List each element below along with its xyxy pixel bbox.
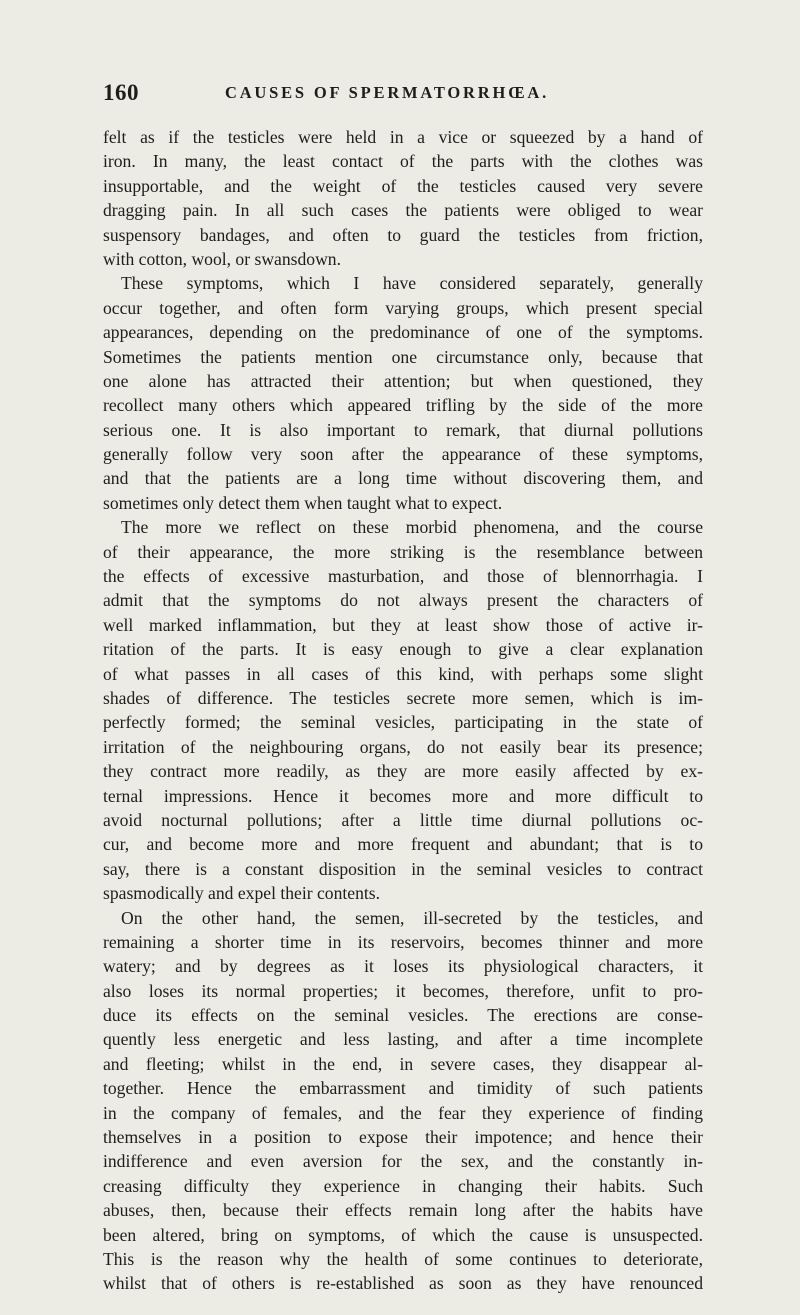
text-line: together. Hence the embarrassment and timidity of such patients (103, 1078, 703, 1099)
text-line: serious one. It is also important to remark, that diurnal pollutions (103, 419, 703, 440)
text-line: themselves in a position to expose their impotence; and hence their (103, 1127, 703, 1148)
text-line: duce its effects on the seminal vesicles. The erections are conse- (103, 1005, 703, 1026)
text-line: recollect many others which appeared trifling by the side of the more (103, 395, 703, 416)
text-line: and fleeting; whilst in the end, in severe cases, they disappear al- (103, 1053, 703, 1074)
text-line: they contract more readily, as they are more easily affected by ex- (103, 761, 703, 782)
text-line: These symptoms, which I have considered separately, generally (121, 273, 703, 294)
text-line: spasmodically and expel their contents. (103, 883, 381, 904)
text-line: generally follow very soon after the appearance of these symptoms, (103, 444, 703, 465)
text-line: watery; and by degrees as it loses its physiological characters, it (103, 956, 703, 977)
text-line: of their appearance, the more striking is the resemblance between (103, 541, 703, 562)
text-line: The more we reflect on these morbid phenomena, and the course (121, 517, 703, 538)
text-line: admit that the symptoms do not always present the characters of (103, 590, 703, 611)
text-line: well marked inflammation, but they at least show those of active ir- (103, 614, 703, 635)
body-text (103, 125, 703, 1296)
text-line: sometimes only detect them when taught what to expect. (103, 492, 503, 513)
text-line: shades of difference. The testicles secrete more semen, which is im- (103, 687, 703, 708)
text-line: Sometimes the patients mention one circumstance only, because that (103, 346, 703, 367)
text-line: in the company of females, and the fear they experience of finding (103, 1102, 703, 1123)
text-line: occur together, and often form varying groups, which present special (103, 297, 703, 318)
text-line: perfectly formed; the seminal vesicles, participating in the state of (103, 712, 703, 733)
text-line: appearances, depending on the predominance of one of the symptoms. (103, 322, 703, 343)
text-line: This is the reason why the health of some continues to deteriorate, (103, 1248, 703, 1269)
text-line: indifference and even aversion for the sex, and the constantly in- (103, 1151, 703, 1172)
text-line: of what passes in all cases of this kind, with perhaps some slight (103, 663, 703, 684)
text-line: one alone has attracted their attention; but when questioned, they (103, 370, 703, 391)
text-line: creasing difficulty they experience in changing their habits. Such (103, 1175, 703, 1196)
running-head: CAUSES OF SPERMATORRHŒA. (225, 83, 550, 102)
text-line: suspensory bandages, and often to guard the testicles from friction, (103, 224, 703, 245)
text-line: ternal impressions. Hence it becomes more and more difficult to (103, 785, 703, 806)
text-line: remaining a shorter time in its reservoirs, becomes thinner and more (103, 931, 703, 952)
text-line: whilst that of others is re-established as soon as they have renounced (103, 1273, 703, 1294)
text-line: dragging pain. In all such cases the patients were obliged to wear (103, 200, 703, 221)
text-line: say, there is a constant disposition in the seminal vesicles to contract (103, 858, 703, 879)
text-line: irritation of the neighbouring organs, do not easily bear its presence; (103, 736, 703, 757)
text-line: insupportable, and the weight of the testicles caused very severe (103, 175, 703, 196)
text-line: On the other hand, the semen, ill-secreted by the testicles, and (121, 907, 703, 928)
text-line: felt as if the testicles were held in a vice or squeezed by a hand of (103, 127, 703, 147)
text-line: abuses, then, because their effects remain long after the habits have (103, 1200, 703, 1221)
text-line: and that the patients are a long time without discovering them, and (103, 468, 703, 489)
text-line: with cotton, wool, or swansdown. (103, 248, 341, 269)
page-number: 160 (103, 80, 139, 105)
text-line: also loses its normal properties; it becomes, therefore, unfit to pro- (103, 980, 703, 1001)
page-header (103, 80, 703, 106)
text-line: been altered, bring on symptoms, of which the cause is unsuspected. (103, 1224, 703, 1245)
text-line: ritation of the parts. It is easy enough to give a clear explanation (103, 639, 703, 660)
text-line: the effects of excessive masturbation, and those of blennorrhagia. I (103, 566, 703, 587)
text-line: cur, and become more and more frequent and abundant; that is to (103, 834, 703, 855)
text-line: avoid nocturnal pollutions; after a little time diurnal pollutions oc- (103, 809, 703, 830)
text-line: quently less energetic and less lasting, and after a time incomplete (103, 1029, 703, 1050)
text-line: iron. In many, the least contact of the parts with the clothes was (103, 151, 703, 172)
